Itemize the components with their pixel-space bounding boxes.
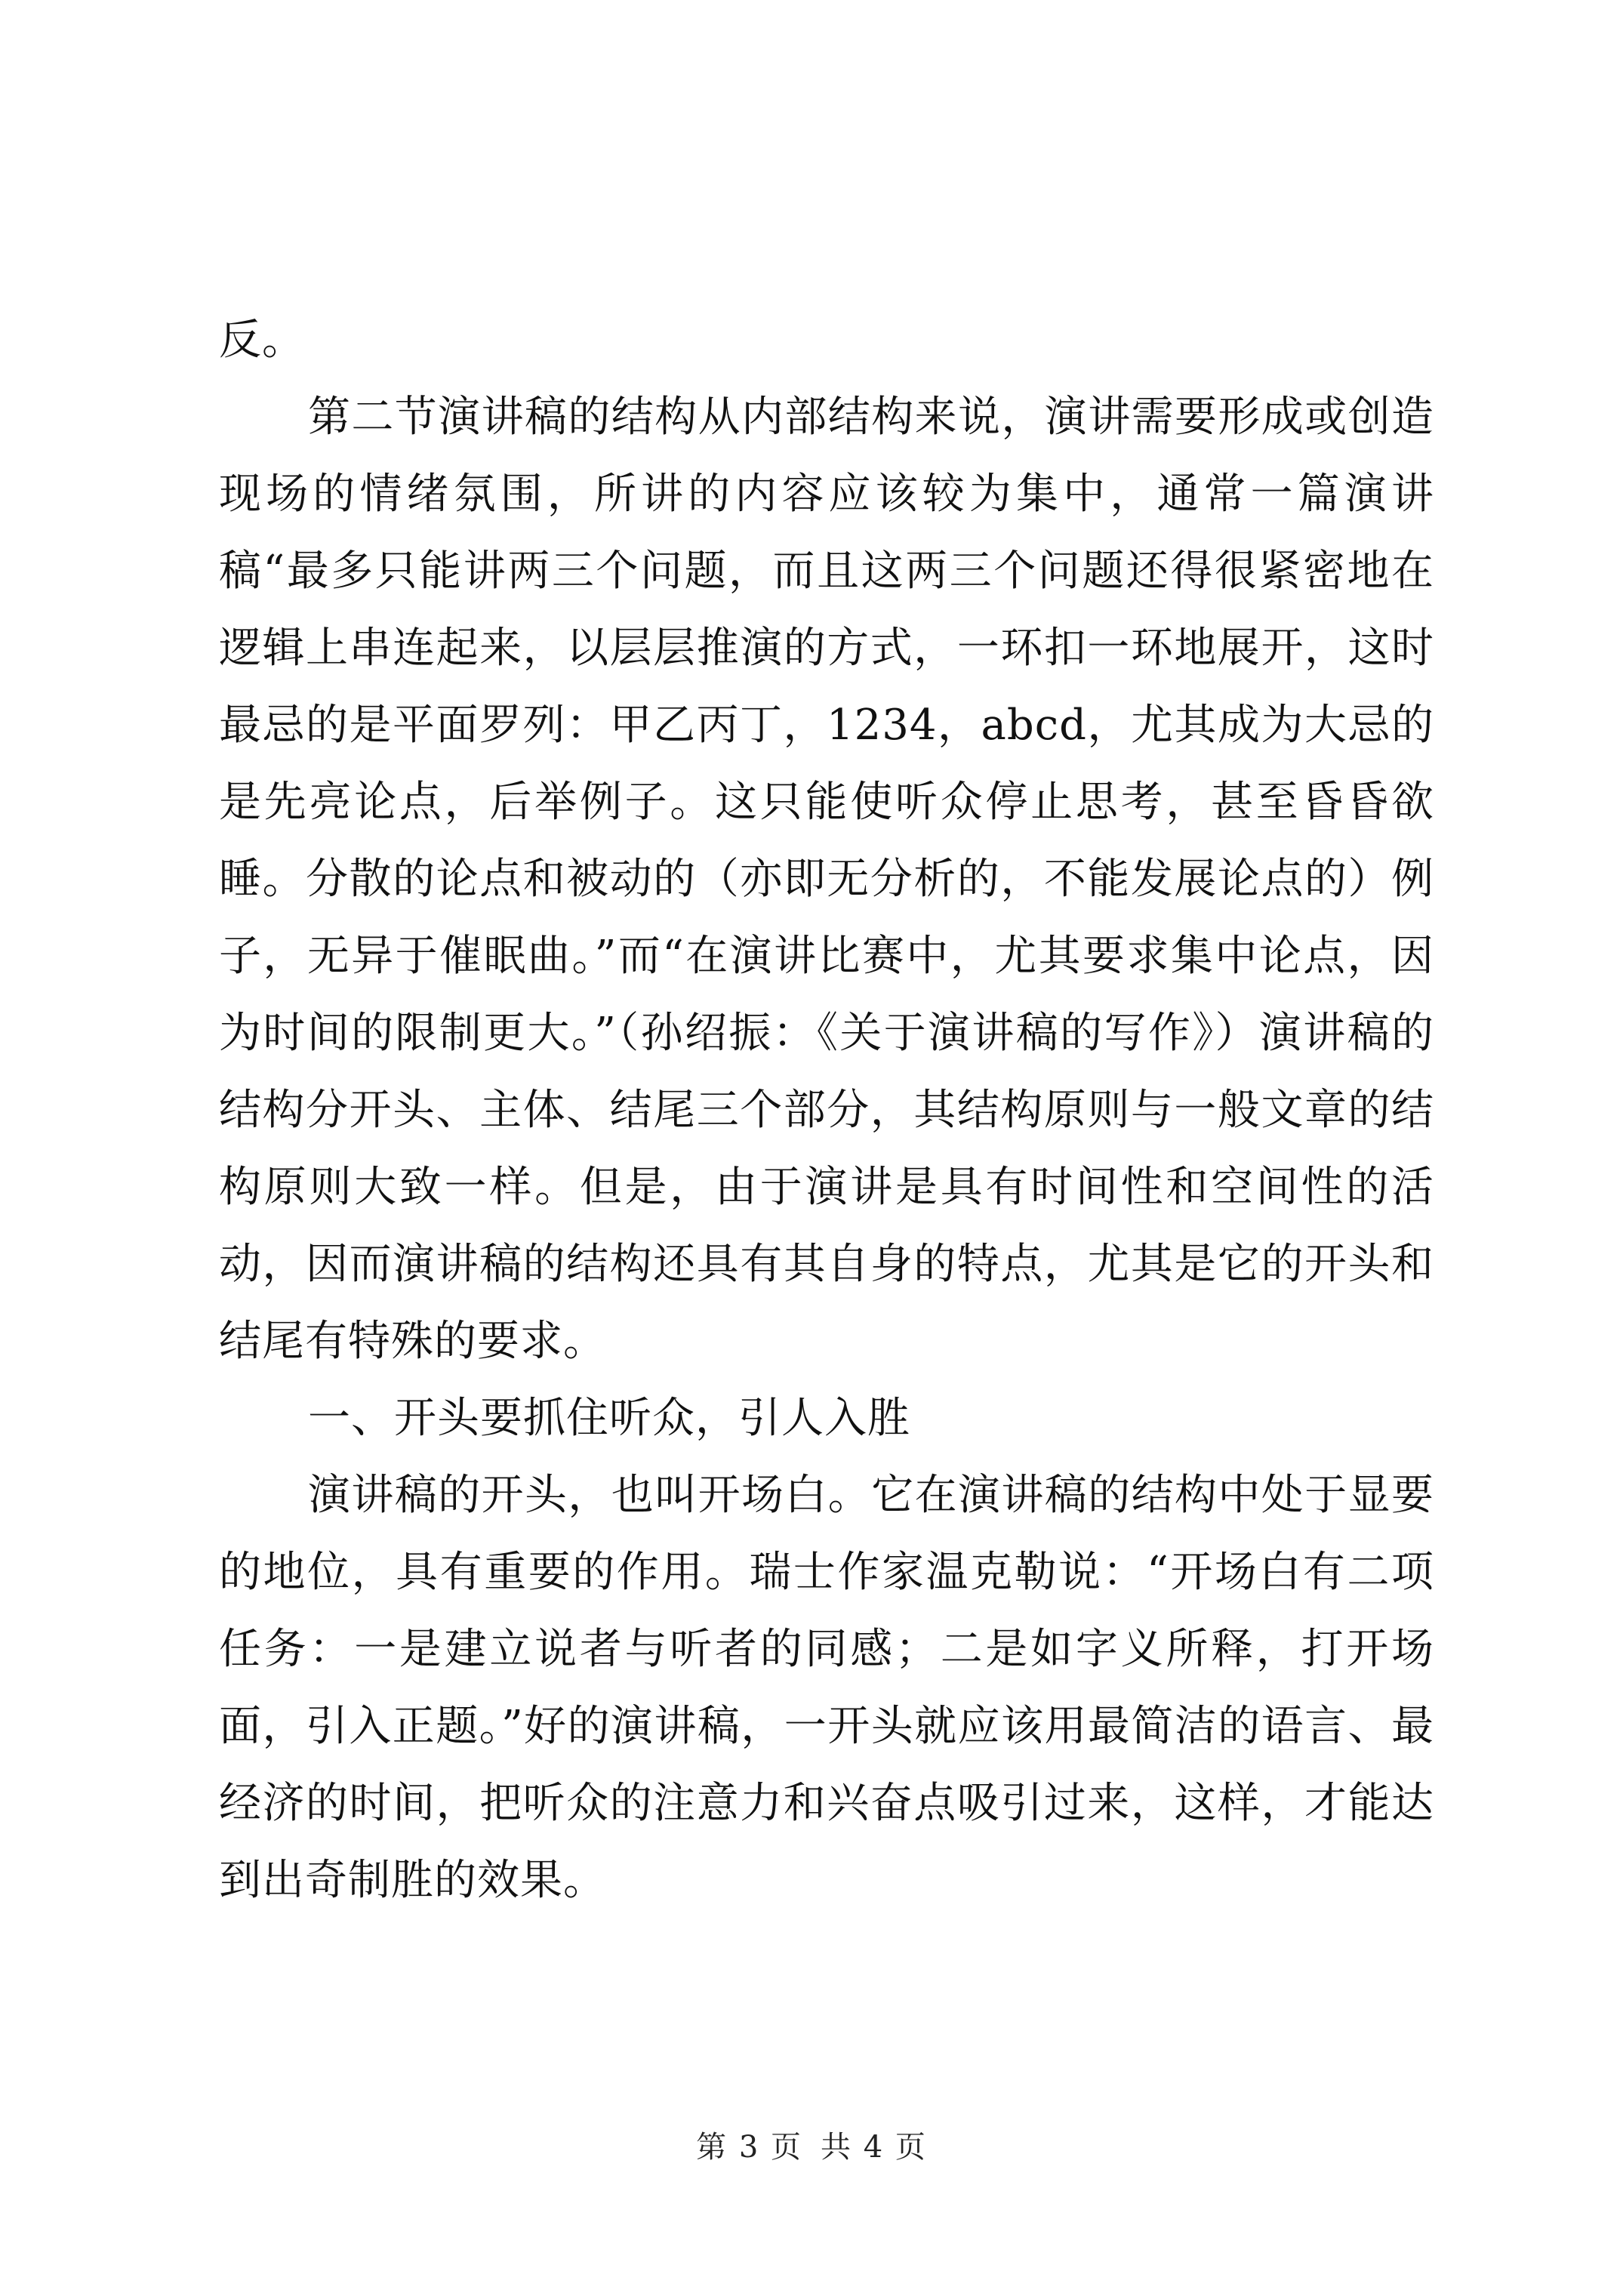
page-footer [0,2123,1623,2166]
page-total: 共 4 页 [821,2130,927,2165]
document-body [219,302,1434,1919]
paragraph-heading-opening: 一、开头要抓住听众，引人入胜 [308,1394,910,1443]
paragraph-structure-section: 第二节演讲稿的结构从内部结构来说，演讲需要形成或创造现场的情绪氛围，所讲的内容应该较为集中，通常一篇演讲稿“最多只能讲两三个问题，而且这两三个问题还得很紧密地在逻辑上串连起来，以层层推演的方式，一环扣一环地展开，这时最忌的是平面罗列：甲乙丙丁，1234，abcd，尤其成为大忌的是先亮论点，后举例子。这只能使听众停止思考，甚至昏昏欲睡。分散的论点和被动的（亦即无分析的，不能发展论点的）例子，无异于催眠曲。”而“在演讲比赛中，尤其要求集中论点，因为时间的限制更大。”（孙绍振：《关于演讲稿的写作》）演讲稿的结构分开头、主体、结尾三个部分，其结构原则与一般文章的结构原则大致一样。但是，由于演讲是具有时间性和空间性的活动，因而演讲稿的结构还具有其自身的特点，尤其是它的开头和结尾有特殊的要求。 [219,393,1434,1366]
paragraph-continuation: 反。 [219,316,305,365]
paragraph-opening-remarks: 演讲稿的开头，也叫开场白。它在演讲稿的结构中处于显要的地位，具有重要的作用。瑞士作家温克勒说：“开场白有二项任务：一是建立说者与听者的同感；二是如字义所释，打开场面，引入正题。”好的演讲稿，一开头就应该用最简洁的语言、最经济的时间，把听众的注意力和兴奋点吸引过来，这样，才能达到出奇制胜的效果。 [219,1471,1434,1905]
page-number: 第 3 页 [696,2130,802,2165]
